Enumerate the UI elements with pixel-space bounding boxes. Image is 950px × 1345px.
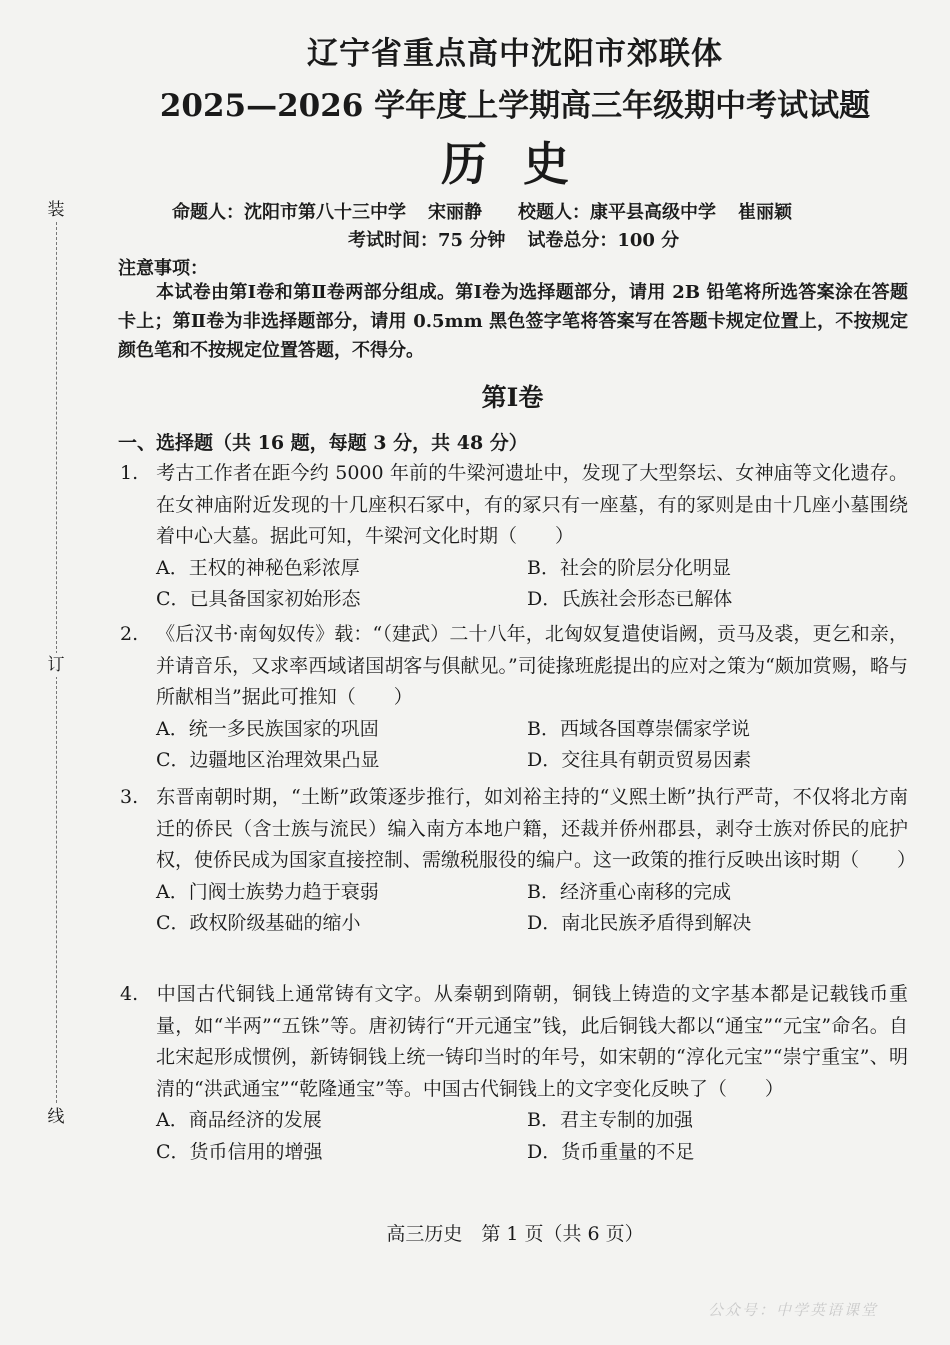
option-a: A．门阀士族势力趋于衰弱 xyxy=(156,880,379,903)
author-label: 命题人：沈阳市第八十三中学 xyxy=(172,202,406,223)
question-number: 4. xyxy=(120,983,139,1005)
question-stem xyxy=(120,619,908,714)
author-line xyxy=(172,198,814,224)
option-d: D．南北民族矛盾得到解决 xyxy=(527,912,752,934)
author-name: 宋丽静 xyxy=(428,202,482,223)
option-d: D．氏族社会形态已解体 xyxy=(527,588,733,610)
subject-title: 历 史 xyxy=(440,137,579,191)
binding-mark-bottom: 线 xyxy=(44,1105,68,1129)
option-d: D．货币重量的不足 xyxy=(527,1140,695,1163)
option-b: B．西域各国尊崇儒家学说 xyxy=(527,717,750,740)
exam-time: 考试时间：75 分钟 xyxy=(348,230,506,251)
option-c: C．货币信用的增强 xyxy=(156,1140,323,1163)
question-text: 东晋南朝时期，“土断”政策逐步推行，如刘裕主持的“义熙土断”执行严苛，不仅将北方南迁的侨民（含士族与流民）编入南方本地户籍，还裁并侨州郡县，剥夺士族对侨民的庇护权，使侨民成为国家直接控制、需缴税服役的编户。这一政策的推行反映出该时期（ ） xyxy=(156,786,917,871)
question-text: 《后汉书·南匈奴传》载：“（建武）二十八年，北匈奴复遣使诣阙，贡马及裘，更乞和亲，并请音乐，又求率西域诸国胡客与俱献见。”司徒掾班彪提出的应对之策为“颇加赏赐，略与所献相当”据此可推知（ ） xyxy=(156,623,908,708)
binding-mark-top: 装 xyxy=(44,198,68,222)
question-3 xyxy=(120,782,917,940)
exam-info-line xyxy=(348,226,701,252)
notes-heading: 注意事项： xyxy=(118,258,208,279)
question-stem xyxy=(120,979,908,1105)
option-b: B．经济重心南移的完成 xyxy=(527,880,731,903)
option-a: A．商品经济的发展 xyxy=(156,1109,322,1131)
option-list xyxy=(120,553,908,616)
option-a: A．统一多民族国家的巩固 xyxy=(156,717,379,740)
option-b: B．社会的阶层分化明显 xyxy=(527,556,731,579)
option-c: C．政权阶级基础的缩小 xyxy=(156,912,361,934)
reviewer-name: 崔丽颖 xyxy=(738,202,792,223)
question-1 xyxy=(120,458,908,616)
exam-score: 试卷总分：100 分 xyxy=(527,230,680,251)
option-c: C．已具备国家初始形态 xyxy=(156,588,361,610)
question-stem xyxy=(120,782,917,877)
option-b: B．君主专制的加强 xyxy=(527,1109,693,1131)
binding-mark-middle: 订 xyxy=(44,653,68,677)
question-text: 中国古代铜钱上通常铸有文字。从秦朝到隋朝，铜钱上铸造的文字基本都是记载钱币重量，如“半两”“五铢”等。唐初铸行“开元通宝”钱，此后铜钱大都以“通宝”“元宝”命名。自北宋起形成惯例，新铸铜钱上统一铸印当时的年号，如宋朝的“淳化元宝”“崇宁重宝”、明清的“洪武通宝”“乾隆通宝”等。中国古代铜钱上的文字变化反映了（ ） xyxy=(156,983,908,1100)
page-footer: 高三历史 第 1 页（共 6 页） xyxy=(386,1223,644,1245)
question-text: 考古工作者在距今约 5000 年前的牛梁河遗址中，发现了大型祭坛、女神庙等文化遗存。在女神庙附近发现的十几座积石冢中，有的冢只有一座墓，有的冢则是由十几座小墓围绕着中心大墓。据此可知，牛梁河文化时期（ ） xyxy=(156,462,908,547)
watermark: 公众号：中学英语课堂 xyxy=(708,1301,879,1319)
question-number: 3. xyxy=(120,786,139,808)
option-list xyxy=(120,714,908,777)
question-stem xyxy=(120,458,908,553)
reviewer-label: 校题人：康平县高级中学 xyxy=(518,202,716,223)
exam-title-line2: 2025—2026 学年度上学期高三年级期中考试试题 xyxy=(159,88,871,124)
option-c: C．边疆地区治理效果凸显 xyxy=(156,749,380,771)
option-a: A．王权的神秘色彩浓厚 xyxy=(156,556,360,579)
notes-body: 本试卷由第Ⅰ卷和第Ⅱ卷两部分组成。第Ⅰ卷为选择题部分，请用 2B 铅笔将所选答案涂在答题卡上；第Ⅱ卷为非选择题部分，请用 0.5mm 黑色签字笔将答案写在答题卡规定位置上，不按规定颜色笔和不按规定位置答题，不得分。 xyxy=(118,282,908,361)
volume-title: 第Ⅰ卷 xyxy=(481,383,544,412)
binding-margin xyxy=(44,198,68,1127)
option-list xyxy=(120,1105,908,1168)
question-2 xyxy=(120,619,908,777)
option-d: D．交往具有朝贡贸易因素 xyxy=(527,749,752,771)
section-title: 一、选择题（共 16 题，每题 3 分，共 48 分） xyxy=(118,432,528,454)
exam-title-line1: 辽宁省重点高中沈阳市郊联体 xyxy=(307,36,723,72)
question-number: 1. xyxy=(120,462,139,484)
option-list xyxy=(120,877,908,940)
question-4 xyxy=(120,979,908,1168)
question-number: 2. xyxy=(120,623,139,645)
